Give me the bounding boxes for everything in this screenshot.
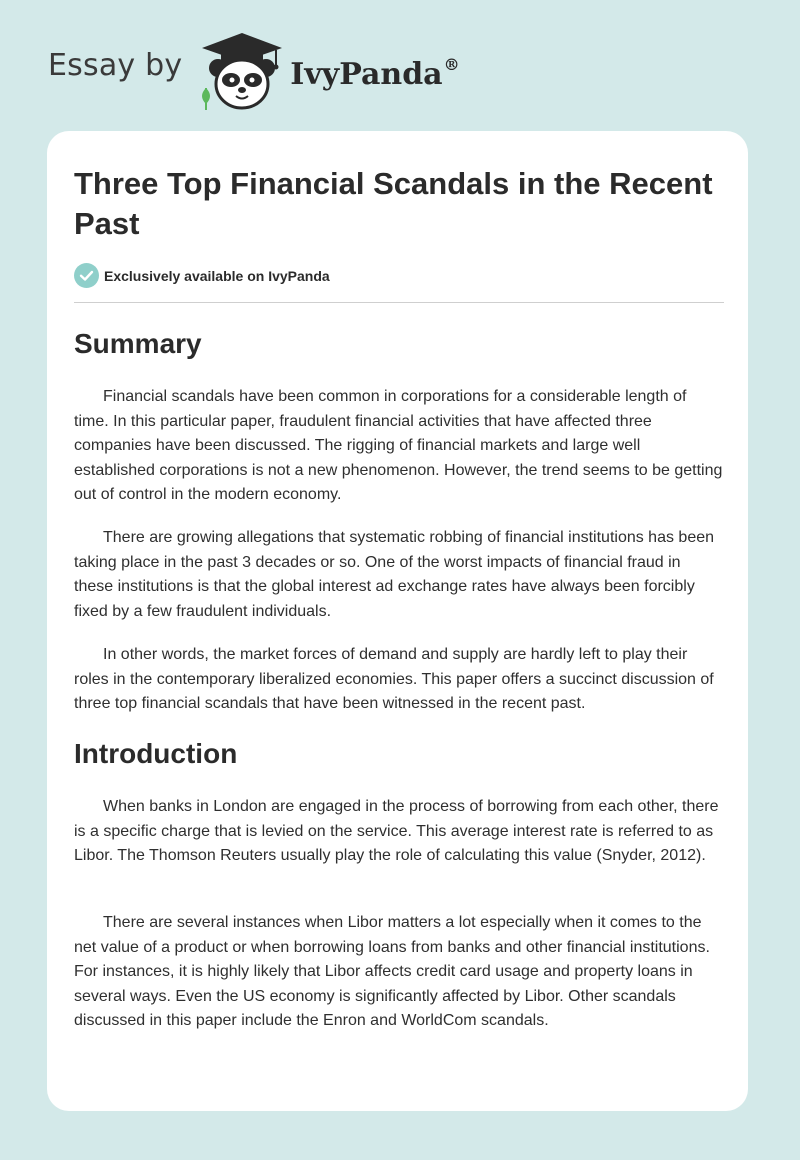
section-heading-introduction: Introduction [74,738,238,769]
article-title: Three Top Financial Scandals in the Recent Past [74,166,713,241]
paragraph: There are growing allegations that systematic robbing of financial institutions has been taking place in the past 3 decades or so. One of the worst impacts of financial fraud in these institutions is that the global interest ad exchange rates have always been forcibly fixed by a few fraudulent individuals. [74,529,715,620]
title-divider [74,302,724,303]
check-circle-icon [74,263,99,288]
exclusive-badge [74,263,330,288]
essay-by-label: Essay by [48,47,183,83]
site-header [48,30,460,112]
paragraph: There are several instances when Libor matters a lot especially when it comes to the net value of a product or when borrowing loans from banks and other financial institutions. For instances, it is highly likely that Libor affects credit card usage and property loans in several ways. Even the US economy is significantly affected by Libor. Other scandals discussed in this paper include the Enron and WorldCom scandals. [74,914,710,1029]
paragraph: When banks in London are engaged in the process of borrowing from each other, there is a specific charge that is levied on the service. This average interest rate is referred to as Libor. The Thomson Reuters usually play the role of calculating this value (Snyder, 2012). [74,798,719,864]
paragraph: Financial scandals have been common in corporations for a considerable length of time. In this particular paper, fraudulent financial activities that have affected three companies have been discussed. The rigging of financial markets and large well established corporations is not a new phenomenon. However, the trend seems to be getting out of control in the modern economy. [74,388,723,503]
panda-graduate-icon[interactable] [196,30,288,112]
section-heading-summary: Summary [74,328,202,359]
exclusive-label: Exclusively available on IvyPanda [104,267,330,284]
paragraph: In other words, the market forces of demand and supply are hardly left to play their roles in the contemporary liberalized economies. This paper offers a succinct discussion of three top financial scandals that have been witnessed in the recent past. [74,646,714,712]
brand-name[interactable]: IvyPanda® [290,54,460,92]
registered-mark: ® [443,54,460,74]
article-card [47,131,748,1111]
